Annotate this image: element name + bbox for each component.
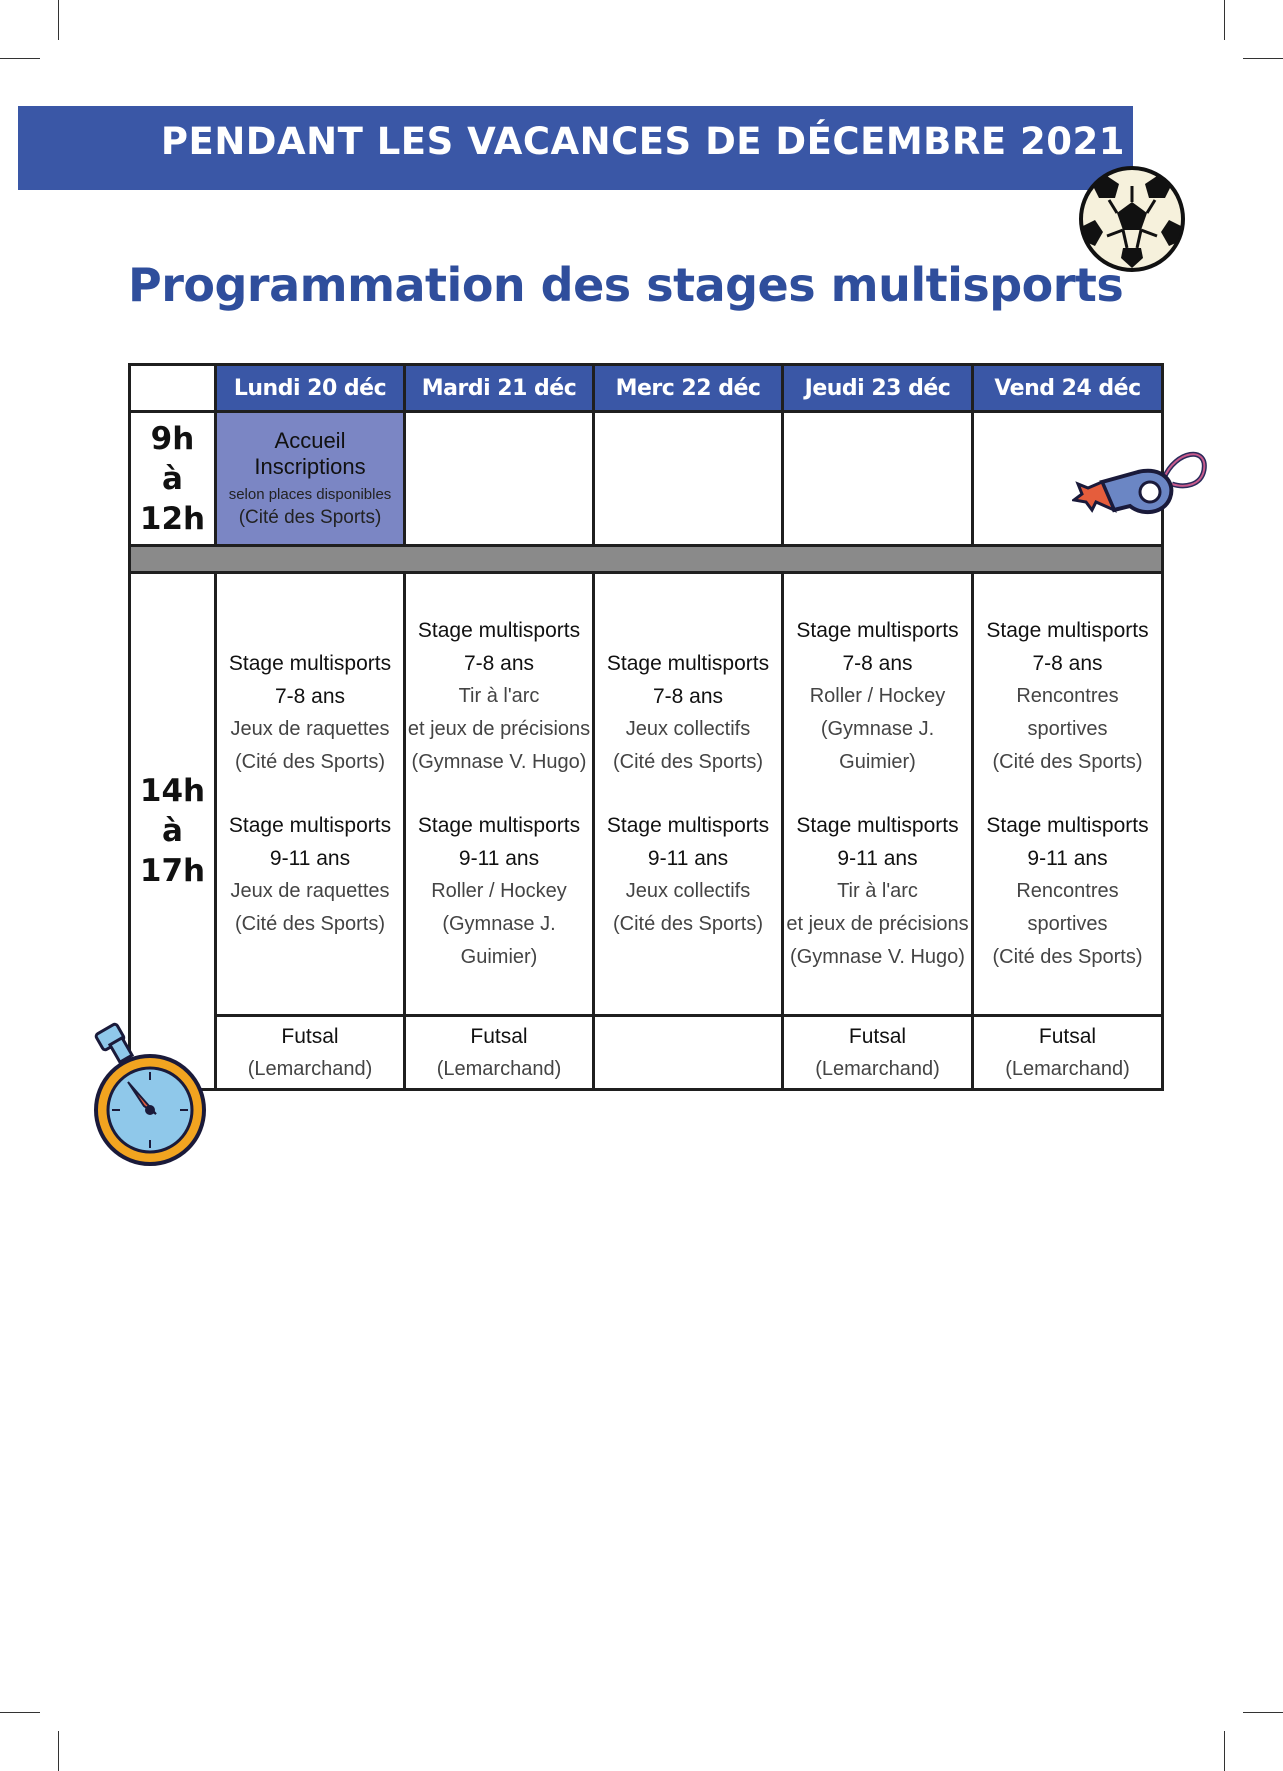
crop-mark	[1224, 1731, 1225, 1771]
time-end: 17h	[139, 853, 206, 889]
stage-title: Stage multisports	[228, 814, 392, 837]
afternoon-time	[130, 573, 216, 1090]
stage-detail: et jeux de précisions	[407, 718, 591, 740]
futsal-title: Futsal	[848, 1024, 907, 1048]
stage-detail: (Cité des Sports)	[234, 913, 386, 935]
header-row	[130, 365, 1163, 412]
stage-block	[595, 809, 781, 941]
stage-age: 7-8 ans	[274, 685, 346, 708]
stage-age: 7-8 ans	[842, 652, 913, 675]
crop-mark	[1243, 58, 1283, 59]
stage-block	[217, 809, 403, 941]
stage-detail: (Gymnase V. Hugo)	[790, 946, 965, 968]
morning-row	[130, 412, 1163, 546]
day-header: Mardi 21 déc	[405, 365, 594, 412]
day-header: Lundi 20 déc	[216, 365, 405, 412]
page-heading: Programmation des stages multisports	[128, 258, 1124, 312]
futsal-place: (Lemarchand)	[1005, 1057, 1130, 1080]
stage-detail: (Cité des Sports)	[992, 946, 1143, 968]
stage-detail: Jeux de raquettes	[230, 880, 390, 902]
accueil-cell	[216, 412, 405, 546]
stage-cell	[783, 573, 973, 1016]
stage-block	[784, 614, 971, 779]
stage-title: Stage multisports	[228, 652, 392, 675]
futsal-place: (Lemarchand)	[436, 1057, 562, 1080]
stage-block	[974, 614, 1161, 779]
stage-detail: Jeux collectifs	[625, 718, 751, 740]
title-banner	[18, 106, 1133, 190]
stage-detail: (Cité des Sports)	[612, 751, 764, 773]
crop-mark	[58, 0, 59, 40]
futsal-cell	[216, 1016, 405, 1090]
stage-detail: et jeux de précisions	[786, 913, 969, 935]
futsal-cell	[973, 1016, 1163, 1090]
accueil-subtitle: selon places disponibles	[228, 486, 392, 503]
stage-detail: Tir à l'arc	[837, 880, 918, 902]
empty-cell	[594, 412, 783, 546]
futsal-title: Futsal	[1038, 1024, 1097, 1048]
stage-block	[974, 809, 1161, 974]
crop-mark	[58, 1731, 59, 1771]
empty-cell	[783, 412, 973, 546]
time-sep: à	[162, 460, 183, 497]
stage-detail: Rencontres sportives	[1016, 880, 1119, 935]
stage-age: 9-11 ans	[837, 847, 918, 870]
stage-detail: Roller / Hockey	[431, 880, 567, 902]
stage-cell	[973, 573, 1163, 1016]
stage-cell	[405, 573, 594, 1016]
day-header: Merc 22 déc	[594, 365, 783, 412]
schedule-table	[128, 363, 1164, 1091]
banner-title: PENDANT LES VACANCES DE DÉCEMBRE 2021	[160, 120, 1125, 163]
stage-title: Stage multisports	[986, 814, 1149, 837]
morning-time	[130, 412, 216, 546]
stage-detail: Roller / Hockey	[809, 685, 946, 707]
empty-cell	[405, 412, 594, 546]
stage-detail: (Gymnase J. Guimier)	[442, 913, 556, 968]
stopwatch-icon	[88, 1022, 212, 1168]
stage-age: 9-11 ans	[269, 847, 351, 870]
stage-detail: (Gymnase V. Hugo)	[411, 751, 587, 773]
stage-title: Stage multisports	[606, 652, 770, 675]
stage-age: 7-8 ans	[652, 685, 724, 708]
stage-cell	[594, 573, 783, 1016]
crop-mark	[1224, 0, 1225, 40]
separator-bar	[130, 546, 1163, 573]
stage-detail: Jeux de raquettes	[230, 718, 390, 740]
time-sep: à	[162, 813, 183, 849]
time-start: 9h	[150, 420, 195, 457]
corner-cell	[130, 365, 216, 412]
time-end: 12h	[139, 500, 206, 537]
stage-detail: Jeux collectifs	[625, 880, 751, 902]
stage-title: Stage multisports	[417, 619, 581, 642]
futsal-place: (Lemarchand)	[247, 1057, 373, 1080]
stage-block	[406, 614, 592, 779]
stage-block	[784, 809, 971, 974]
stage-age: 9-11 ans	[647, 847, 729, 870]
futsal-place: (Lemarchand)	[815, 1057, 940, 1080]
stage-block	[406, 809, 592, 974]
stage-title: Stage multisports	[796, 619, 959, 642]
day-header: Jeudi 23 déc	[783, 365, 973, 412]
futsal-row	[130, 1016, 1163, 1090]
stage-detail: (Cité des Sports)	[612, 913, 764, 935]
stage-title: Stage multisports	[606, 814, 770, 837]
stage-detail: (Gymnase J. Guimier)	[820, 718, 935, 773]
whistle-icon	[1072, 444, 1212, 522]
stage-age: 9-11 ans	[1027, 847, 1108, 870]
futsal-cell	[783, 1016, 973, 1090]
futsal-cell	[405, 1016, 594, 1090]
futsal-title: Futsal	[281, 1024, 339, 1048]
accueil-title: Accueil Inscriptions	[254, 428, 366, 479]
stage-age: 7-8 ans	[1032, 652, 1103, 675]
stage-detail: Tir à l'arc	[458, 685, 540, 707]
separator-row	[130, 546, 1163, 573]
afternoon-row	[130, 573, 1163, 1016]
stage-detail: (Cité des Sports)	[234, 751, 386, 773]
time-start: 14h	[139, 773, 206, 809]
accueil-place: (Cité des Sports)	[238, 507, 382, 528]
stage-title: Stage multisports	[796, 814, 959, 837]
stage-block	[595, 647, 781, 779]
stage-title: Stage multisports	[417, 814, 581, 837]
stage-detail: (Cité des Sports)	[992, 751, 1143, 773]
stage-title: Stage multisports	[986, 619, 1149, 642]
day-header: Vend 24 déc	[973, 365, 1163, 412]
crop-mark	[0, 58, 40, 59]
crop-mark	[1243, 1712, 1283, 1713]
futsal-cell	[594, 1016, 783, 1090]
stage-age: 9-11 ans	[458, 847, 540, 870]
stage-cell	[216, 573, 405, 1016]
stage-block	[217, 647, 403, 779]
futsal-title: Futsal	[470, 1024, 528, 1048]
crop-mark	[0, 1712, 40, 1713]
stage-age: 7-8 ans	[463, 652, 535, 675]
stage-detail: Rencontres sportives	[1016, 685, 1119, 740]
